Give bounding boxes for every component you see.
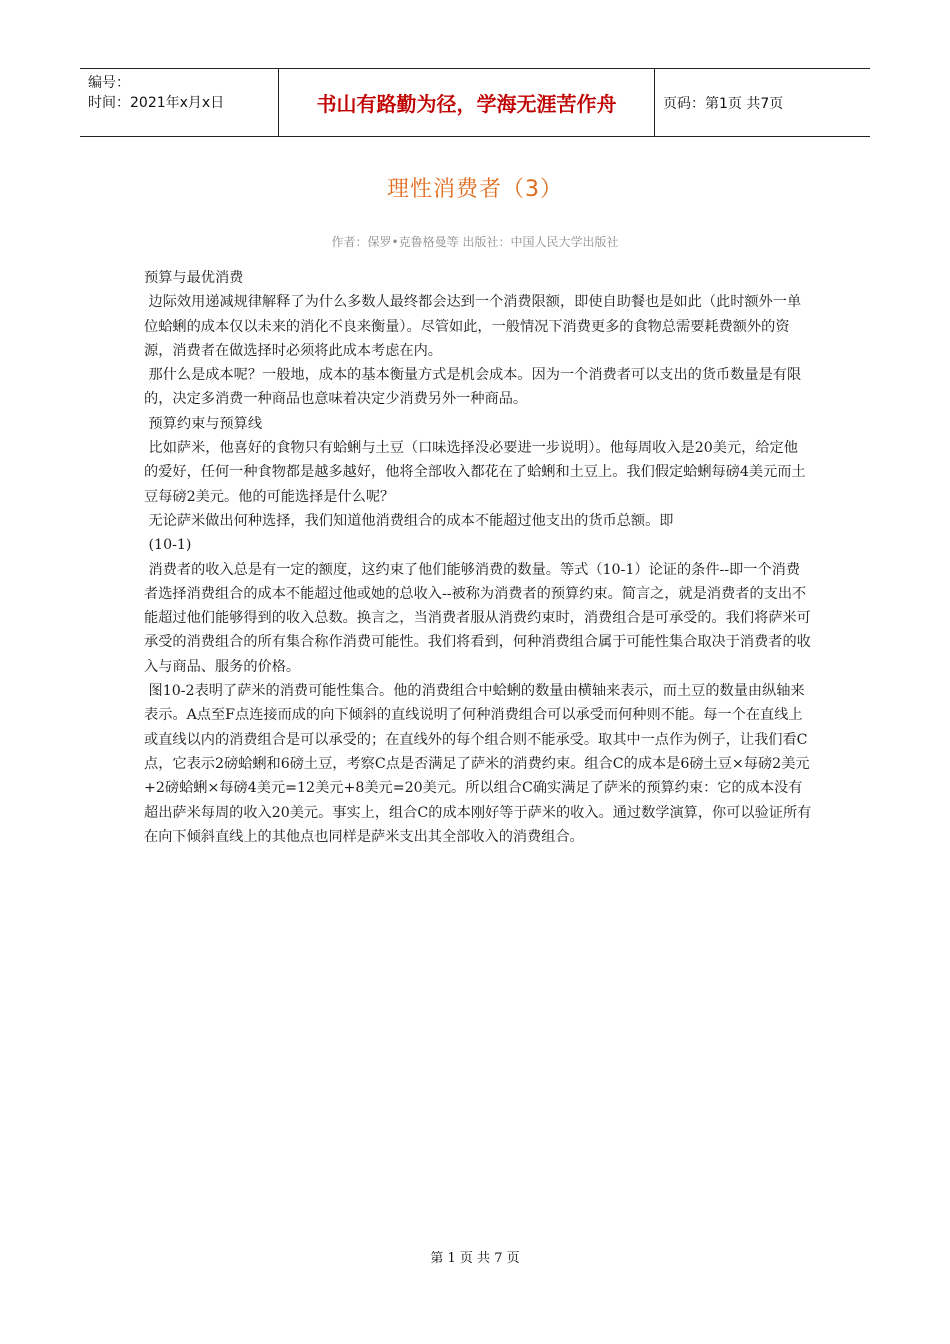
equation-label: (10-1): [144, 537, 192, 554]
article-body: [144, 266, 812, 849]
paragraph: 图10-2表明了萨米的消费可能性集合。他的消费组合中蛤蜊的数量由横轴来表示，而土豆的数量由纵轴来表示。A点至F点连接而成的向下倾斜的直线说明了何种消费组合可以承受而何种则不能。每一个在直线上或直线以内的消费组合是可以承受的；在直线外的每个组合则不能承受。取其中一点作为例子，让我们看C点，它表示2磅蛤蜊和6磅土豆，考察C点是否满足了萨米的消费约束。组合C的成本是6磅土豆×每磅2美元+2磅蛤蜊×每磅4美元=12美元+8美元=20美元。所以组合C确实满足了萨米的预算约束：它的成本没有超出萨米每周的收入20美元。事实上，组合C的成本刚好等于萨米的收入。通过数学演算，你可以验证所有在向下倾斜直线上的其他点也同样是萨米支出其全部收入的消费组合。: [144, 683, 812, 845]
header-meta: [80, 69, 279, 136]
document-date: 时间：2021年x月x日: [88, 95, 225, 111]
paragraph: 消费者的收入总是有一定的额度，这约束了他们能够消费的数量。等式（10-1）论证的条件--即一个消费者选择消费组合的成本不能超过他或她的总收入--被称为消费者的预算约束。简言之，就是消费者的支出不能超过他们能够得到的收入总数。换言之，当消费者服从消费约束时，消费组合是可承受的。我们将萨米可承受的消费组合的所有集合称作消费可能性。我们将看到，何种消费组合属于可能性集合取决于消费者的收入与商品、服务的价格。: [144, 561, 811, 675]
paragraph: 边际效用递减规律解释了为什么多数人最终都会达到一个消费限额，即使自助餐也是如此（此时额外一单位蛤蜊的成本仅以未来的消化不良来衡量）。尽管如此，一般情况下消费更多的食物总需要耗费额外的资源，消费者在做选择时必须将此成本考虑在内。: [144, 294, 802, 359]
article-byline: 作者：保罗•克鲁格曼等 出版社：中国人民大学出版社: [331, 235, 619, 249]
header-table: [80, 68, 870, 137]
section-heading: 预算约束与预算线: [144, 415, 263, 432]
paragraph: 那什么是成本呢？一般地，成本的基本衡量方式是机会成本。因为一个消费者可以支出的货币数量是有限的，决定多消费一种商品也意味着决定少消费另外一种商品。: [144, 367, 802, 408]
paragraph: 无论萨米做出何种选择，我们知道他消费组合的成本不能超过他支出的货币总额。即: [144, 512, 674, 529]
header-motto: 书山有路勤为径，学海无涯苦作舟: [279, 69, 655, 136]
document-number-label: 编号：: [88, 75, 130, 91]
page-footer: 第 1 页 共 7 页: [430, 1251, 520, 1266]
header-page-info: 页码：第1页 共7页: [663, 95, 784, 112]
paragraph: 比如萨米，他喜好的食物只有蛤蜊与土豆（口味选择没必要进一步说明）。他每周收入是20美元，给定他的爱好，任何一种食物都是越多越好，他将全部收入都花在了蛤蜊和土豆上。我们假定蛤蜊每磅4美元而土豆每磅2美元。他的可能选择是什么呢？: [144, 440, 806, 505]
section-heading: 预算与最优消费: [144, 270, 244, 286]
article-title: 理性消费者（3）: [387, 177, 563, 202]
